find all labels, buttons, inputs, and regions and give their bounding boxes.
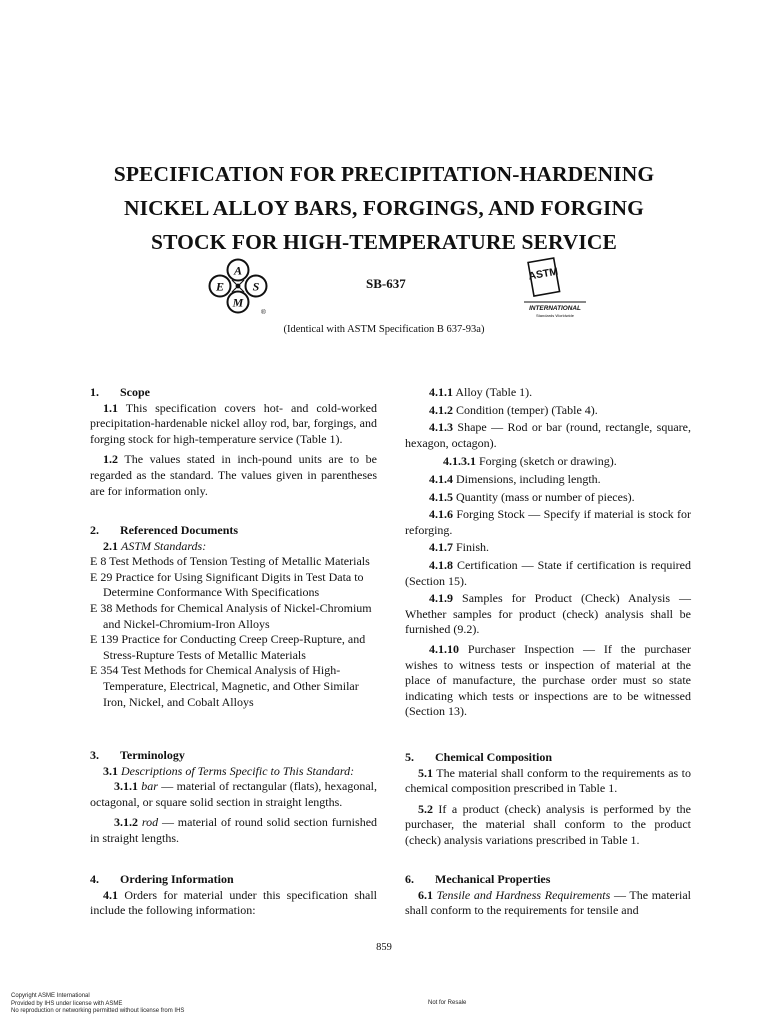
ordering-item: 4.1.6 Forging Stock — Specify if material is stock for reforging. — [405, 507, 692, 537]
paragraph-1-1: 1.1 This specification covers hot- and cold-worked precipitation-hardenable nickel alloy rod, bar, forgings, and forging stock for high-temperature service (Table 1). — [90, 400, 377, 446]
ordering-item: 4.1.10 Purchaser Inspection — If the purchaser wishes to witness tests or inspection of material at the place of manufacture, the purchase order must so state indicating which tests or inspections are to be witnessed (Section 13). — [405, 641, 692, 719]
footer-line: Copyright ASME International — [11, 993, 90, 999]
section-heading: 2. Referenced Documents — [90, 523, 239, 537]
ordering-item: 4.1.5 Quantity (mass or number of pieces). — [429, 489, 635, 504]
subheading-3-1: 3.1 Descriptions of Terms Specific to This Standard: — [103, 763, 355, 778]
page-number: 859 — [376, 942, 392, 953]
section-terminology — [90, 748, 377, 847]
section-ordering-information — [90, 872, 377, 919]
section-heading: 1. Scope — [90, 385, 150, 399]
asme-letter: S — [252, 279, 260, 294]
copyright-footer — [11, 993, 184, 1016]
document-title — [60, 157, 708, 259]
paragraph-1-2: 1.2 The values stated in inch-pound units are to be regarded as the standard. The values given in parentheses are for information only. — [90, 452, 377, 498]
footer-line: No reproduction or networking permitted without license from IHS — [11, 1008, 185, 1015]
astm-mark: ASTM — [527, 265, 559, 283]
paragraph-5-2: 5.2 If a product (check) analysis is performed by the purchaser, the material shall conform to the product (check) analysis variations prescribed in Table 1. — [405, 801, 691, 847]
ordering-item: 4.1.3.1 Forging (sketch or drawing). — [443, 454, 617, 469]
ordering-item: 4.1.2 Condition (temper) (Table 4). — [429, 402, 598, 417]
asme-letter: A — [233, 263, 243, 278]
right-column — [405, 385, 691, 925]
title-line: NICKEL ALLOY BARS, FORGINGS, AND FORGING — [124, 196, 644, 220]
ordering-item: 4.1.1 Alloy (Table 1). — [429, 385, 533, 399]
term-bar: 3.1.1 bar — material of rectangular (flats), hexagonal, octagonal, or square solid section in straight lengths. — [90, 779, 377, 809]
reference-item: E 354 Test Methods for Chemical Analysis of High-Temperature, Electrical, Magnetic, and Other Similar Iron, Nickel, and Cobalt Alloys — [90, 663, 359, 709]
ordering-item: 4.1.4 Dimensions, including length. — [429, 471, 601, 486]
asme-logo-icon — [206, 258, 270, 316]
subheading-2-1: 2.1 ASTM Standards: — [103, 538, 207, 553]
title-line: STOCK FOR HIGH-TEMPERATURE SERVICE — [151, 230, 617, 254]
footer-line: Provided by IHS under license with ASME — [11, 1000, 123, 1007]
section-heading: 3. Terminology — [90, 748, 185, 762]
left-column — [90, 385, 377, 925]
term-rod: 3.1.2 rod — material of round solid section furnished in straight lengths. — [90, 815, 378, 845]
astm-tagline: Standards Worldwide — [536, 313, 574, 318]
ordering-item: 4.1.9 Samples for Product (Check) Analysis — Whether samples for product (check) analysis shall be furnished (9.2). — [405, 591, 692, 637]
astm-logo-icon — [520, 256, 590, 320]
reference-item: E 139 Practice for Conducting Creep Creep-Rupture, and Stress-Rupture Tests of Metallic Materials — [90, 632, 366, 662]
section-referenced-documents — [90, 523, 377, 710]
paragraph-5-1: 5.1 The material shall conform to the requirements as to chemical composition prescribed in Table 1. — [405, 765, 691, 796]
ordering-items — [405, 385, 691, 720]
reference-item: E 38 Methods for Chemical Analysis of Nickel-Chromium and Nickel-Chromium-Iron Alloys — [90, 600, 372, 631]
paragraph-4-1: 4.1 Orders for material under this specification shall include the following information: — [90, 887, 377, 918]
section-heading: 6. Mechanical Properties — [405, 872, 551, 886]
ordering-item: 4.1.3 Shape — Rod or bar (round, rectangle, square, hexagon, octagon). — [405, 420, 691, 450]
reference-item: E 29 Practice for Using Significant Digits in Test Data to Determine Conformance With Specifications — [90, 569, 364, 600]
paragraph-6-1: 6.1 Tensile and Hardness Requirements — The material shall conform to the requirements for tensile and — [405, 887, 691, 918]
section-heading: 5. Chemical Composition — [405, 750, 552, 764]
section-chemical-composition — [405, 750, 691, 849]
reference-item: E 8 Test Methods of Tension Testing of Metallic Materials — [90, 554, 370, 569]
asme-letter: E — [215, 279, 225, 294]
not-for-resale-note: Not for Resale — [428, 1000, 467, 1006]
identical-note: (Identical with ASTM Specification B 637-93a) — [283, 324, 485, 335]
ordering-item: 4.1.8 Certification — State if certification is required (Section 15). — [405, 557, 692, 588]
title-line: SPECIFICATION FOR PRECIPITATION-HARDENING — [113, 162, 655, 186]
ordering-item: 4.1.7 Finish. — [429, 540, 490, 555]
spec-code: SB-637 — [366, 276, 406, 291]
section-scope — [90, 385, 377, 499]
section-mechanical-properties — [405, 872, 691, 919]
asme-letter: M — [232, 295, 244, 310]
registered-mark: ® — [261, 309, 266, 316]
astm-name: INTERNATIONAL — [529, 305, 581, 312]
section-heading: 4. Ordering Information — [90, 872, 234, 886]
